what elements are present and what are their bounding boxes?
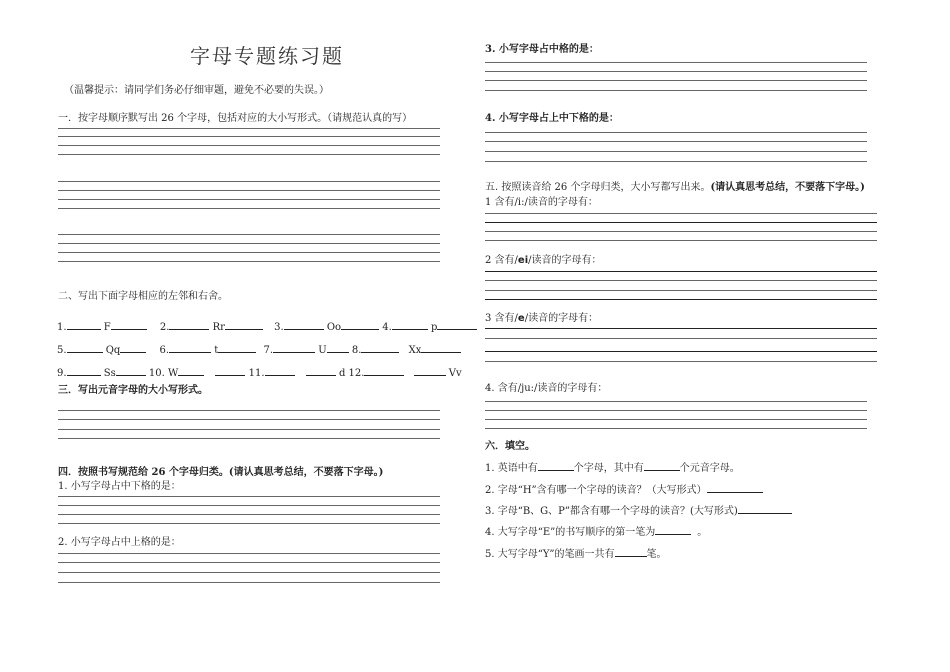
blank[interactable]	[655, 525, 691, 535]
blank[interactable]	[265, 366, 295, 376]
blank[interactable]	[615, 547, 647, 557]
fill-1: 1. 英语中有 个字母，其中有 个元音字母。	[485, 463, 740, 474]
q3-instruction: 三．写出元音字母的大小写形式。	[58, 385, 208, 396]
q5-1-label: 1 含有/i:/读音的字母有：	[485, 197, 598, 208]
fill-5: 5. 大写字母“Y”的笔画一共有 笔。	[485, 549, 667, 560]
q1-instruction: 一．按字母顺序默写出 26 个字母，包括对应的大小写形式。（请规范认真的写）	[58, 113, 413, 124]
blank[interactable]	[364, 366, 404, 376]
fill-3: 3. 字母“B、G、P”都含有哪一个字母的读音？(大写形式)	[485, 502, 792, 517]
blank[interactable]	[284, 320, 324, 330]
neighbor-row-1: 1. F 2. Rr 3. Oo 4. p	[57, 320, 477, 333]
blank[interactable]	[225, 320, 263, 330]
fill-4: 4. 大写字母“E”的书写顺序的第一笔为 。	[485, 527, 708, 538]
q4-3-label: 3. 小写字母占中格的是：	[485, 44, 599, 55]
blank[interactable]	[707, 483, 763, 493]
blank[interactable]	[169, 320, 209, 330]
q4-4-label: 4. 小写字母占上中下格的是：	[485, 113, 619, 124]
neighbor-row-3: 9. Ss 10. W 11. d 12. Vv	[57, 368, 462, 379]
blank[interactable]	[538, 461, 574, 471]
tip-text: （温馨提示：请同学们务必仔细审题，避免不必要的失误。）	[64, 85, 329, 96]
blank[interactable]	[421, 343, 461, 353]
blank[interactable]	[116, 366, 146, 376]
blank[interactable]	[120, 343, 146, 353]
blank[interactable]	[218, 343, 256, 353]
blank[interactable]	[644, 461, 680, 471]
blank[interactable]	[738, 504, 792, 514]
blank[interactable]	[306, 366, 336, 376]
q4-instruction: 四．按照书写规范给 26 个字母归类。(请认真思考总结，不要落下字母。)	[58, 467, 384, 478]
blank[interactable]	[341, 320, 379, 330]
blank[interactable]	[273, 343, 315, 353]
blank[interactable]	[392, 320, 428, 330]
blank[interactable]	[361, 343, 399, 353]
q4-2-label: 2. 小写字母占中上格的是：	[58, 537, 181, 548]
blank[interactable]	[67, 343, 103, 353]
blank[interactable]	[67, 320, 101, 330]
blank[interactable]	[437, 320, 477, 330]
blank[interactable]	[215, 366, 245, 376]
neighbor-row-2: 5. Qq 6. t 7. U 8. Xx	[57, 343, 461, 356]
page-title: 字母专题练习题	[190, 44, 344, 68]
blank[interactable]	[169, 343, 211, 353]
blank[interactable]	[67, 366, 101, 376]
q5-4-label: 4. 含有/ju:/读音的字母有：	[485, 383, 608, 394]
blank[interactable]	[178, 366, 204, 376]
q6-heading: 六．填空。	[485, 441, 535, 452]
blank[interactable]	[414, 366, 446, 376]
blank[interactable]	[111, 320, 147, 330]
q5-3-label: 3 含有/e/读音的字母有：	[485, 313, 599, 324]
q2-instruction: 二、写出下面字母相应的左邻和右舍。	[58, 291, 228, 302]
fill-2: 2. 字母“H”含有哪一个字母的读音？（大写形式）	[485, 481, 763, 496]
q5-2-label: 2 含有/ei/读音的字母有：	[485, 255, 602, 266]
blank[interactable]	[327, 343, 349, 353]
q4-1-label: 1. 小写字母占中下格的是：	[58, 481, 181, 492]
q5-instruction: 五. 按照读音给 26 个字母归类，大小写都写出来。(请认真思考总结，不要落下字母。)	[485, 182, 865, 193]
